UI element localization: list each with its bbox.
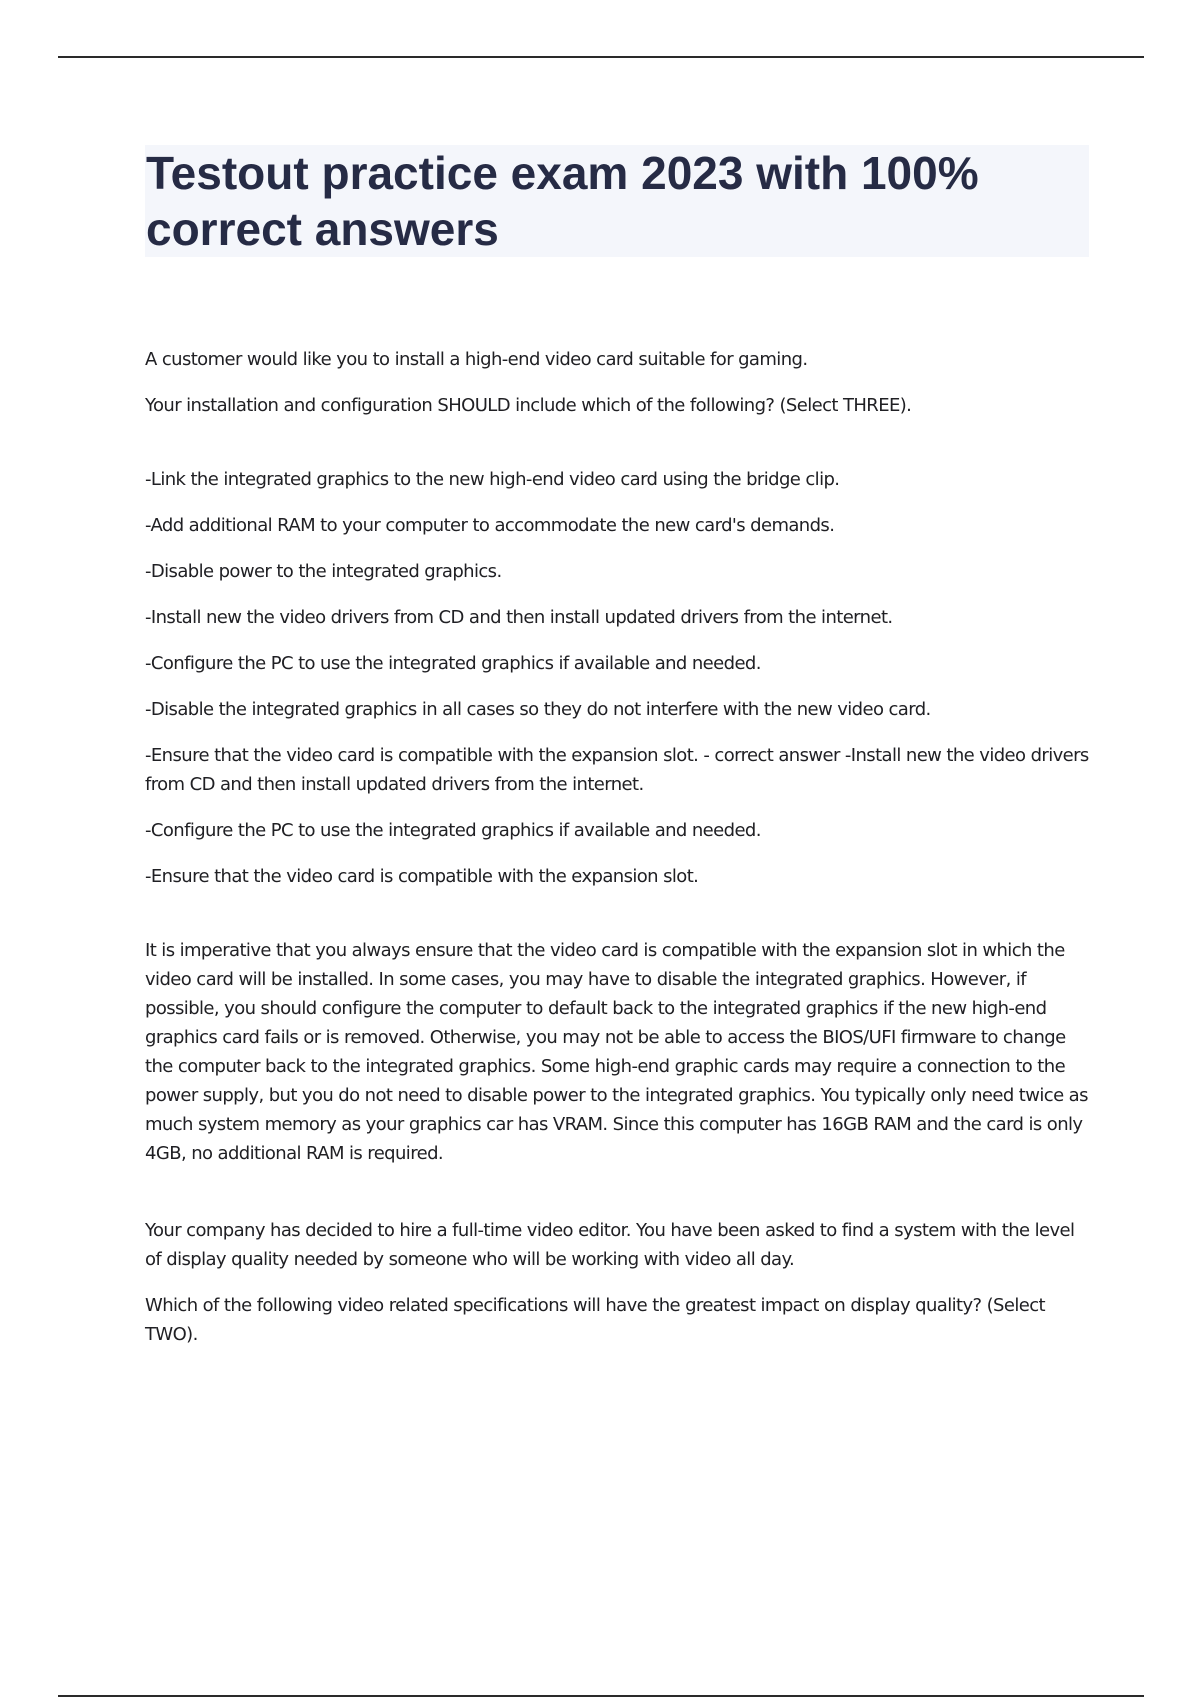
question1-option: -Configure the PC to use the integrated graphics if available and needed. xyxy=(145,653,761,674)
question1-option-with-answer: -Ensure that the video card is compatible with the expansion slot. - correct answer -Install new the video drivers from CD and then install updated drivers from the internet. xyxy=(145,745,1089,795)
question2-instruction: Which of the following video related specifications will have the greatest impact on display quality? (Select TWO). xyxy=(145,1295,1045,1345)
question1-option: -Link the integrated graphics to the new high-end video card using the bridge clip. xyxy=(145,469,840,490)
question2-prompt: Your company has decided to hire a full-time video editor. You have been asked to find a system with the level of display quality needed by someone who will be working with video all day. xyxy=(145,1220,1075,1270)
header-rule xyxy=(58,56,1144,58)
question1-option: -Add additional RAM to your computer to accommodate the new card's demands. xyxy=(145,515,835,536)
question1-answer-line: -Ensure that the video card is compatible with the expansion slot. xyxy=(145,866,699,887)
footer-rule xyxy=(58,1695,1144,1697)
question1-option: -Disable the integrated graphics in all cases so they do not interfere with the new video card. xyxy=(145,699,931,720)
question1-explanation: It is imperative that you always ensure that the video card is compatible with the expansion slot in which the video card will be installed. In some cases, you may have to disable the integrated graphics. However, if possible, you should configure the computer to default back to the integrated graphics if the new high-end graphics card fails or is removed. Otherwise, you may not be able to access the BIOS/UFI firmware to change the computer back to the integrated graphics. Some high-end graphic cards may require a connection to the power supply, but you do not need to disable power to the integrated graphics. You typically only need twice as much system memory as your graphics car has VRAM. Since this computer has 16GB RAM and the card is only 4GB, no additional RAM is required. xyxy=(145,940,1088,1164)
question1-option: -Disable power to the integrated graphics. xyxy=(145,561,502,582)
question1-option: -Install new the video drivers from CD and then install updated drivers from the internet. xyxy=(145,607,893,628)
question1-instruction: Your installation and configuration SHOULD include which of the following? (Select THREE). xyxy=(145,395,912,416)
question1-prompt: A customer would like you to install a high-end video card suitable for gaming. xyxy=(145,349,808,370)
document-body xyxy=(145,345,1093,1366)
question1-answer-line: -Configure the PC to use the integrated graphics if available and needed. xyxy=(145,820,761,841)
document-title: Testout practice exam 2023 with 100% correct answers xyxy=(146,147,979,255)
